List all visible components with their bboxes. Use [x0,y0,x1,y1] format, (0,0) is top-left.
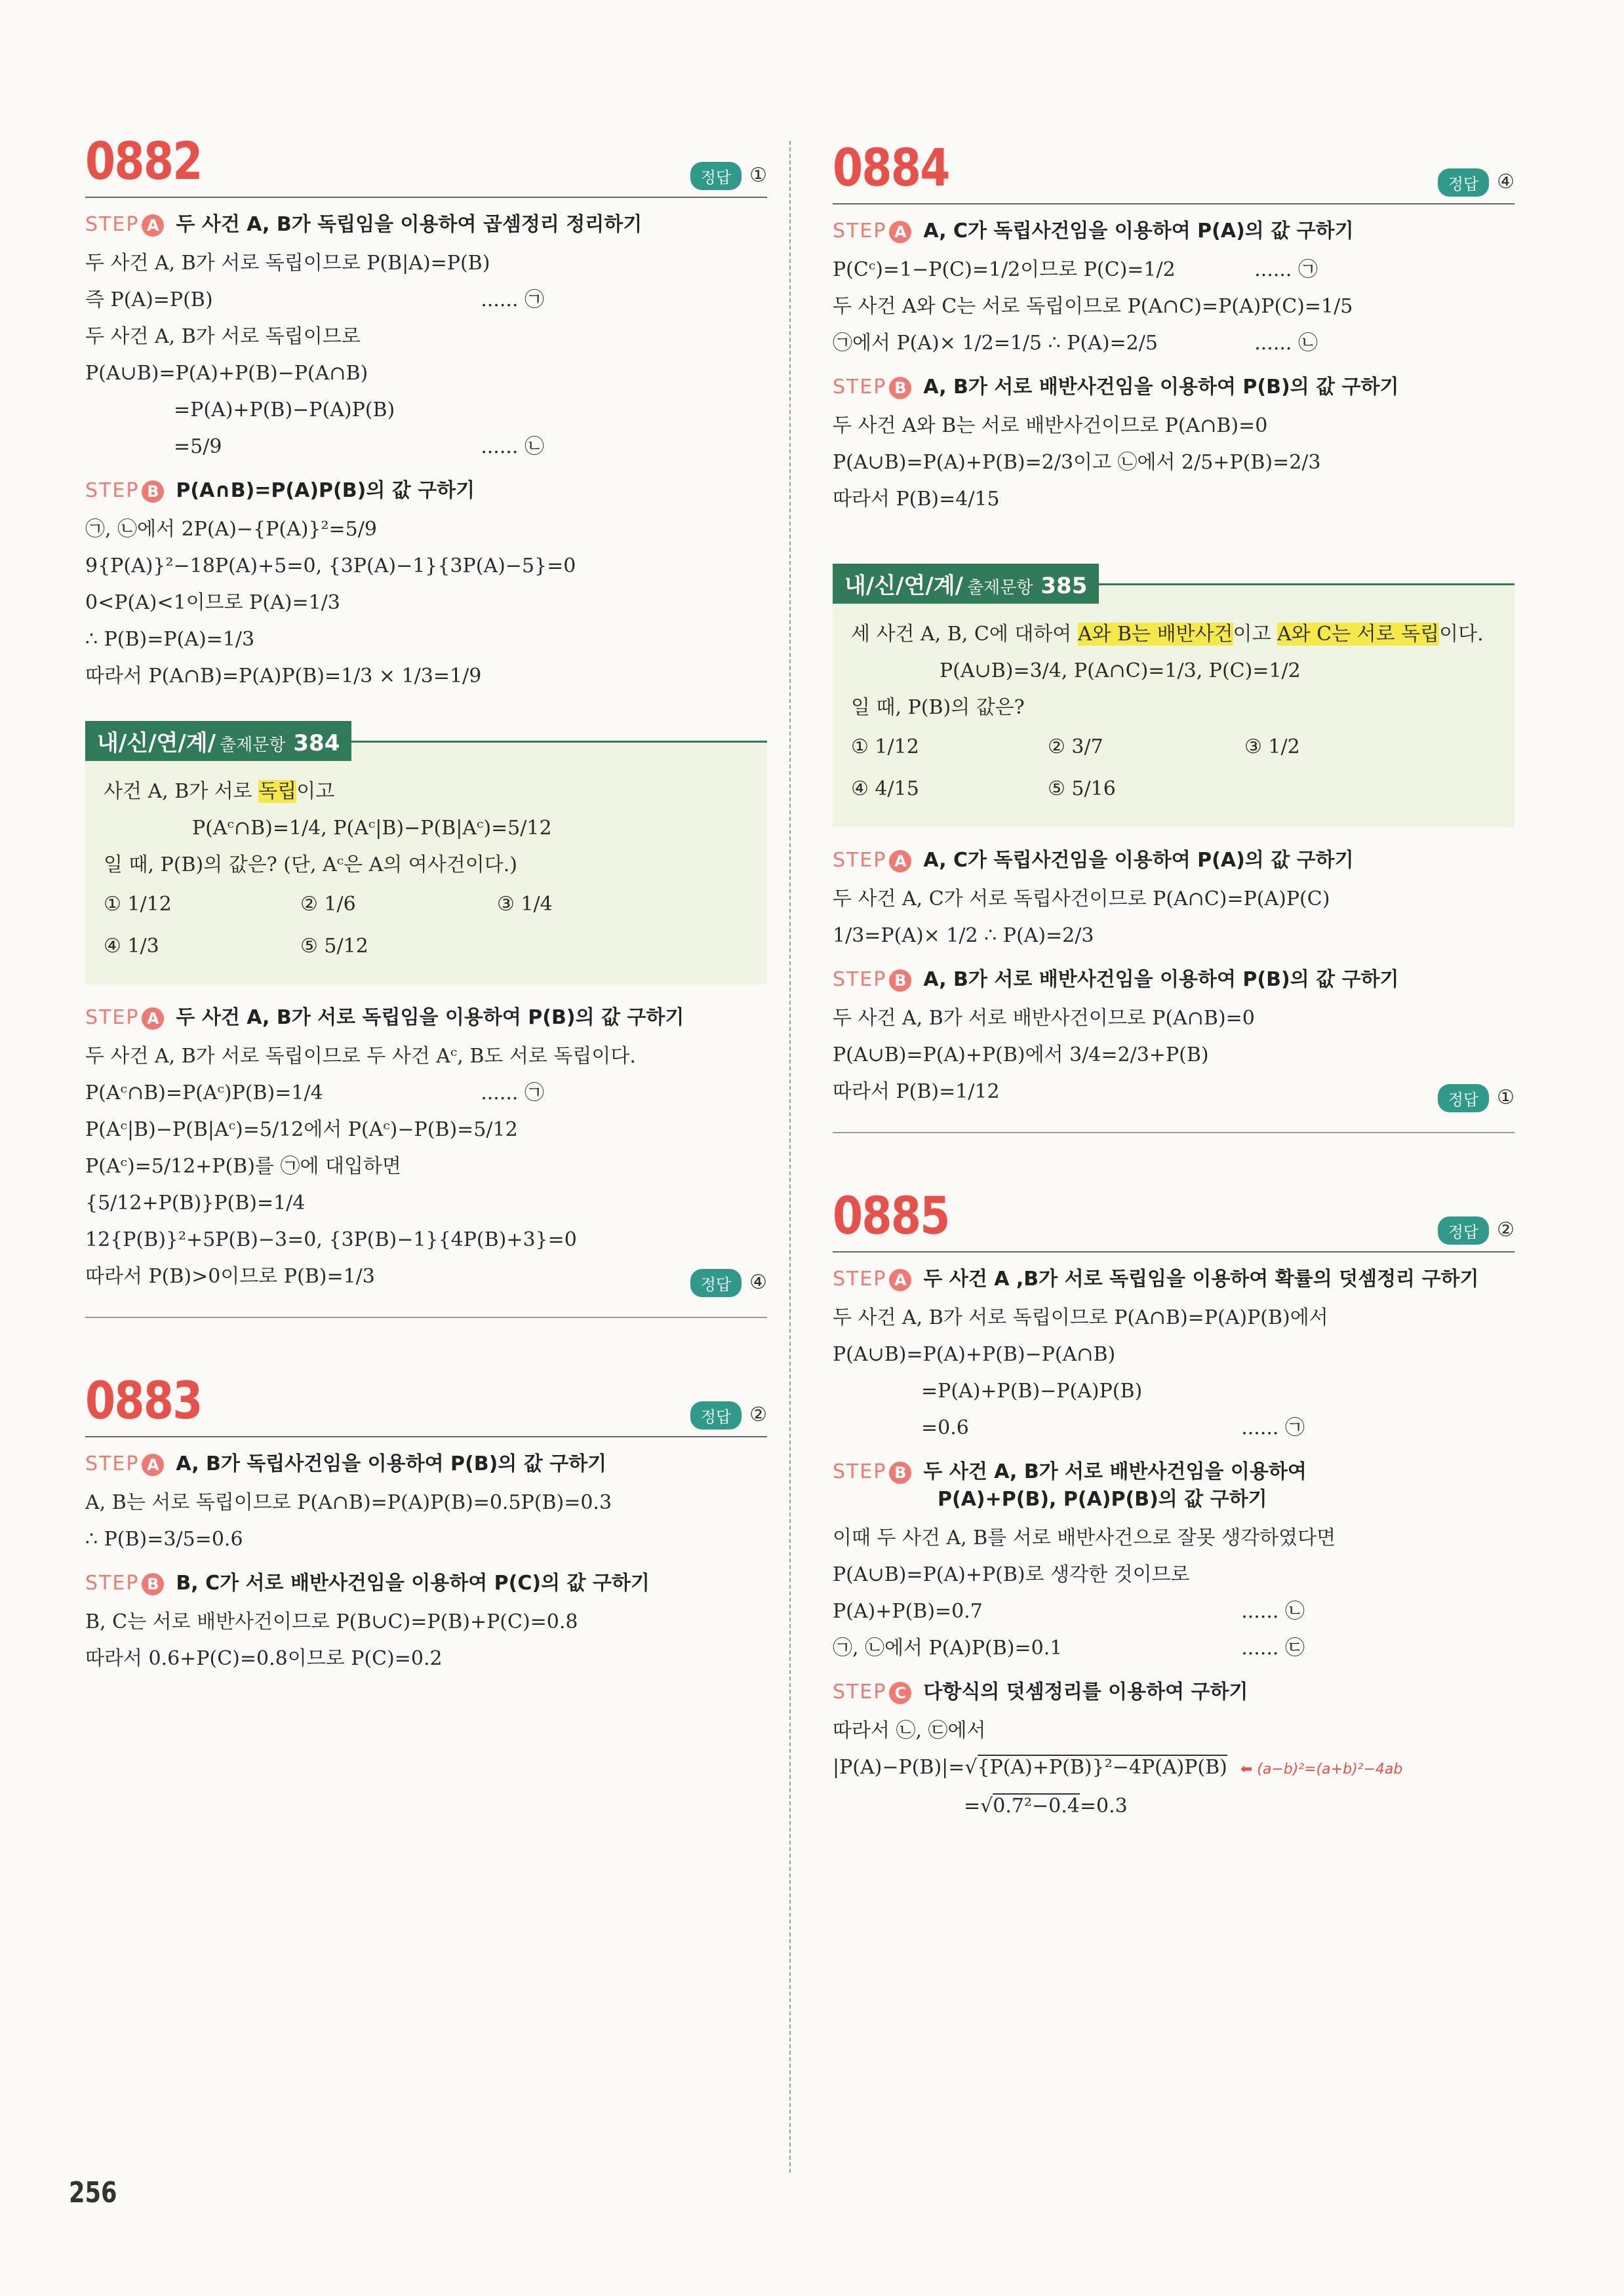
box-body [851,596,1501,810]
solution-line: ∴ P(B)=P(A)=1/3 [85,628,255,651]
solution-line: 두 사건 A와 C는 서로 독립이므로 P(A∩C)=P(A)P(C)=1/5 [833,295,1353,318]
answer-indicator [690,162,767,190]
choice-4[interactable]: ④ 1/3 [104,935,159,958]
answer-value: ④ [749,1271,767,1294]
step-a-heading: STEP A 두 사건 A ,B가 서로 독립임을 이용하여 확률의 덧셈정리 구하기 [833,1268,1479,1291]
question-line: 세 사건 A, B, C에 대하여 A와 B는 배반사건이고 A와 C는 서로 독립이다. [851,623,1484,646]
choice-2[interactable]: ② 1/6 [300,893,356,916]
question-line: 일 때, P(B)의 값은? (단, Aᶜ은 A의 여사건이다.) [104,853,517,876]
step-b-heading: STEP B 두 사건 A, B가 서로 배반사건임을 이용하여 P(A)+P(B), P(A)P(B)의 값 구하기 [833,1460,1307,1511]
solution-line: A, B는 서로 독립이므로 P(A∩B)=P(A)P(B)=0.5P(B)=0.3 [85,1491,612,1514]
highlight: 독립 [258,780,297,803]
section-rule [833,1132,1515,1133]
solution-line: 12{P(B)}²+5P(B)−3=0, {3P(B)−1}{4P(B)+3}=0 [85,1228,577,1251]
choice-2[interactable]: ② 3/7 [1048,735,1103,758]
solution-line: 두 사건 A, B가 서로 독립이므로 두 사건 Aᶜ, B도 서로 독립이다. [85,1045,636,1068]
equation-tag: ...... ㉡ [481,435,544,458]
solution-line: 1/3=P(A)× 1/2 ∴ P(A)=2/3 [833,924,1094,947]
equation-tag: ...... ㉠ [481,1081,544,1104]
solution-line: =5/9 ...... ㉡ [85,429,767,465]
step-b-heading: STEP B P(A∩B)=P(A)P(B)의 값 구하기 [85,479,475,502]
solution-line: 따라서 P(B)=4/15 [833,488,1000,511]
problem-number: 0885 [833,1187,949,1246]
solution-line: 두 사건 A, C가 서로 독립사건이므로 P(A∩C)=P(A)P(C) [833,887,1330,910]
solution-line: 두 사건 A, B가 서로 독립이므로 P(B|A)=P(B) [85,252,490,275]
column-divider [789,141,791,2173]
step-a-heading: STEP A A, C가 독립사건임을 이용하여 P(A)의 값 구하기 [833,220,1354,243]
question-line: 사건 A, B가 서로 독립이고 [104,780,335,803]
problem-0885 [833,1186,1515,1825]
equation-tag: ...... ㉠ [1241,1416,1305,1439]
solution-line: 두 사건 A, B가 서로 독립이므로 [85,325,361,348]
question-line: P(A∪B)=3/4, P(A∩C)=1/3, P(C)=1/2 [940,659,1301,682]
equation-tag: ...... ㉡ [1254,332,1318,355]
answer-indicator [1438,168,1515,197]
step-b-heading: STEP B B, C가 서로 배반사건임을 이용하여 P(C)의 값 구하기 [85,1572,650,1595]
box-body [104,754,754,967]
answer-value: ④ [1497,170,1515,193]
answer-badge: 정답 [1438,1084,1489,1112]
problem-number: 0883 [85,1372,202,1431]
answer-badge: 정답 [1438,168,1489,197]
equation-tag: ...... ㉠ [481,288,544,311]
problem-header [85,131,767,198]
solution-line: 따라서 P(B)=1/12 [833,1080,1000,1103]
solution-line: P(Aᶜ|B)−P(B|Aᶜ)=5/12에서 P(Aᶜ)−P(B)=5/12 [85,1118,518,1141]
step-a-heading: STEP A 두 사건 A, B가 서로 독립임을 이용하여 P(B)의 값 구하기 [85,1006,684,1029]
solution-line: 따라서 ㉡, ㉢에서 [833,1719,986,1742]
solution-line: 두 사건 A, B가 서로 독립이므로 P(A∩B)=P(A)P(B)에서 [833,1306,1328,1329]
problem-number: 0884 [833,139,949,198]
problem-0882 [85,131,767,695]
solution-line: B, C는 서로 배반사건이므로 P(B∪C)=P(B)+P(C)=0.8 [85,1610,578,1633]
solution-line: 두 사건 A와 B는 서로 배반사건이므로 P(A∩B)=0 [833,414,1268,437]
highlight: A와 B는 배반사건 [1077,623,1233,646]
answer-badge: 정답 [690,1401,742,1430]
problem-header [833,1186,1515,1253]
solution-line: {5/12+P(B)}P(B)=1/4 [85,1192,306,1215]
linked-problem-384 [85,730,767,984]
choices [851,726,1501,810]
solution-line: |P(A)−P(B)|=√{P(A)+P(B)}²−4P(A)P(B) ⬅ (a−b)²=(a+b)²−4ab [833,1756,1403,1779]
solution-line: =P(A)+P(B)−P(A)P(B) [921,1380,1143,1403]
solution-line: P(A∪B)=P(A)+P(B)에서 3/4=2/3+P(B) [833,1043,1209,1066]
solution-line: ㉠에서 P(A)× 1/2=1/5 ∴ P(A)=2/5 ...... ㉡ [833,325,1515,362]
linked-problem-385 [833,573,1515,827]
solution-line: =P(A)+P(B)−P(A)P(B) [174,399,395,421]
solution-line: ㉠, ㉡에서 2P(A)−{P(A)}²=5/9 [85,518,377,541]
equation-tag: ...... ㉢ [1241,1637,1305,1660]
answer-badge: 정답 [690,1269,742,1297]
choice-1[interactable]: ① 1/12 [851,735,919,758]
problem-header [833,138,1515,204]
step-a-heading: STEP A A, C가 독립사건임을 이용하여 P(A)의 값 구하기 [833,849,1354,872]
solution-line: 9{P(A)}²−18P(A)+5=0, {3P(A)−1}{3P(A)−5}=0 [85,555,576,577]
section-rule [85,1317,767,1318]
step-a-heading: STEP A A, B가 독립사건임을 이용하여 P(B)의 값 구하기 [85,1452,607,1475]
problem-0884 [833,138,1515,518]
solution-line: =0.6 ...... ㉠ [833,1410,1515,1447]
solution-line: P(A∪B)=P(A)+P(B)−P(A∩B) [85,362,368,385]
solution-384 [85,1004,767,1318]
solution-385 [833,847,1515,1133]
solution-line: 이때 두 사건 A, B를 서로 배반사건으로 잘못 생각하였다면 [833,1527,1336,1549]
solution-line: 따라서 P(B)>0이므로 P(B)=1/3 [85,1265,375,1288]
solution-line: P(A∪B)=P(A)+P(B)−P(A∩B) [833,1343,1116,1366]
answer-badge: 정답 [690,162,742,190]
answer-badge: 정답 [1438,1216,1489,1245]
problem-number: 0882 [85,132,202,191]
solution-line: ㉠, ㉡에서 P(A)P(B)=0.1 ...... ㉢ [833,1630,1515,1667]
highlight: A와 C는 서로 독립 [1277,623,1440,646]
solution-line: 따라서 0.6+P(C)=0.8이므로 P(C)=0.2 [85,1647,443,1670]
step-b-heading: STEP B A, B가 서로 배반사건임을 이용하여 P(B)의 값 구하기 [833,968,1399,991]
problem-header [85,1371,767,1437]
solution-line: 0<P(A)<1이므로 P(A)=1/3 [85,591,340,614]
choice-3[interactable]: ③ 1/4 [497,893,553,916]
box-header [85,721,351,761]
step-a-heading: STEP A 두 사건 A, B가 독립임을 이용하여 곱셈정리 정리하기 [85,213,643,236]
equation-tag: ...... ㉡ [1241,1600,1305,1623]
choice-4[interactable]: ④ 4/15 [851,777,919,800]
answer-value: ② [1497,1218,1515,1241]
formula-note: ⬅ (a−b)²=(a+b)²−4ab [1240,1761,1403,1778]
answer-value: ② [749,1403,767,1426]
solution-line: P(A∪B)=P(A)+P(B)=2/3이고 ㉡에서 2/5+P(B)=2/3 [833,451,1321,474]
answer-indicator [1438,1216,1515,1245]
solution-line: P(Aᶜ∩B)=P(Aᶜ)P(B)=1/4 ...... ㉠ [85,1075,767,1112]
page-number: 256 [69,2176,117,2209]
solution-line: P(Aᶜ)=5/12+P(B)를 ㉠에 대입하면 [85,1155,401,1178]
solution-line: P(Cᶜ)=1−P(C)=1/2이므로 P(C)=1/2 ...... ㉠ [833,252,1515,288]
problem-0883 [85,1371,767,1677]
solution-line: 두 사건 A, B가 서로 배반사건이므로 P(A∩B)=0 [833,1007,1255,1030]
step-b-heading: STEP B A, B가 서로 배반사건임을 이용하여 P(B)의 값 구하기 [833,376,1399,399]
box-header [833,564,1099,604]
solution-line: 즉 P(A)=P(B) ...... ㉠ [85,282,767,319]
answer-value: ① [1497,1086,1515,1109]
solution-line: 따라서 P(A∩B)=P(A)P(B)=1/3 × 1/3=1/9 [85,665,482,688]
choice-1[interactable]: ① 1/12 [104,893,172,916]
step-c-heading: STEP C 다항식의 덧셈정리를 이용하여 구하기 [833,1681,1248,1703]
solution-line: =√0.7²−0.4=0.3 [964,1795,1128,1818]
choice-5[interactable]: ⑤ 5/16 [1048,777,1116,800]
solution-line: P(A)+P(B)=0.7 ...... ㉡ [833,1593,1515,1630]
question-line: 일 때, P(B)의 값은? [851,696,1025,719]
box-title: 내/신/연/계/ 출제문항 384 [85,721,351,761]
right-column [833,138,1515,1825]
box-title: 내/신/연/계/ 출제문항 385 [833,564,1099,604]
equation-tag: ...... ㉠ [1254,258,1318,281]
choice-3[interactable]: ③ 1/2 [1244,735,1300,758]
choices [104,884,754,967]
question-line: P(Aᶜ∩B)=1/4, P(Aᶜ|B)−P(B|Aᶜ)=5/12 [192,817,552,840]
answer-indicator [690,1401,767,1430]
solution-line: ∴ P(B)=3/5=0.6 [85,1528,243,1551]
answer-value: ① [749,164,767,187]
choice-5[interactable]: ⑤ 5/12 [300,935,368,958]
solution-line: P(A∪B)=P(A)+P(B)로 생각한 것이므로 [833,1563,1190,1586]
left-column [85,131,767,1677]
